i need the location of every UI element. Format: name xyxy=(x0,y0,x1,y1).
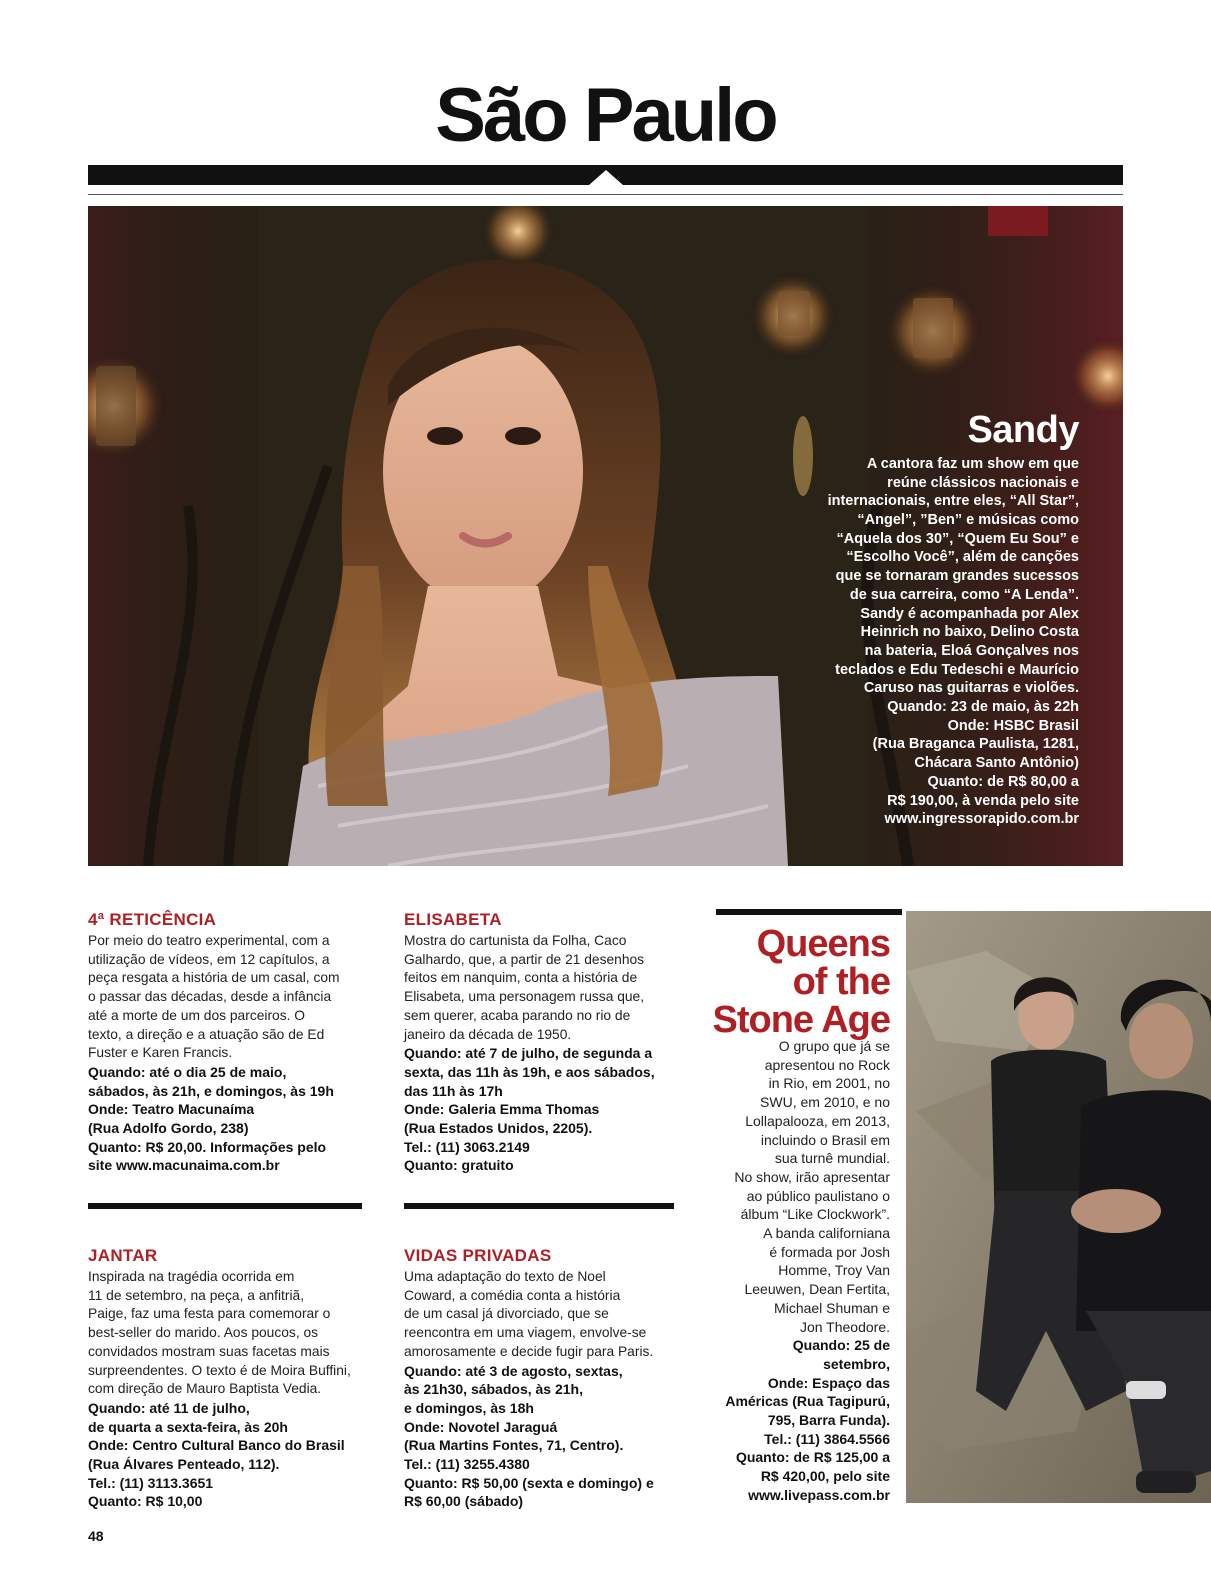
info-line: Quando: até o dia 25 de maio, xyxy=(88,1063,287,1080)
info-line: Onde: Centro Cultural Banco do Brasil xyxy=(88,1437,345,1454)
info-line: R$ 420,00, pelo site xyxy=(760,1468,890,1485)
band-photo-illustration xyxy=(906,911,1211,1503)
info-line: Américas (Rua Tagipurú, xyxy=(725,1393,890,1410)
queens-title-line: Queens xyxy=(756,923,890,965)
event-info xyxy=(404,1362,674,1512)
body-line: Homme, Troy Van xyxy=(778,1262,890,1279)
feature-line: Sandy é acompanhada por Alex xyxy=(860,605,1079,622)
feature-line: (Rua Braganca Paulista, 1281, xyxy=(872,736,1079,753)
info-line: e domingos, às 18h xyxy=(404,1399,534,1416)
event-reticencia xyxy=(88,910,358,1175)
body-line: peça resgata a história de um casal, com xyxy=(88,970,340,986)
body-line: é formada por Josh xyxy=(769,1243,890,1260)
queens-info xyxy=(690,1336,890,1504)
info-line: Quando: até 7 de julho, de segunda a xyxy=(404,1045,653,1062)
feature-text xyxy=(779,455,1079,829)
feature-line: “Angel”, ”Ben” e músicas como xyxy=(857,512,1079,528)
body-line: Michael Shuman e xyxy=(774,1299,890,1316)
body-line: Inspirada na tragédia ocorrida em xyxy=(88,1269,295,1284)
info-line: (Rua Estados Unidos, 2205). xyxy=(404,1120,593,1137)
column-divider xyxy=(404,1203,674,1209)
body-line: sua turnê mundial. xyxy=(774,1150,890,1167)
body-line: Mostra do cartunista da Folha, Caco xyxy=(404,933,627,948)
info-line: Tel.: (11) 3113.3651 xyxy=(88,1474,214,1491)
queens-title-line: Stone Age xyxy=(712,999,890,1041)
event-title: VIDAS PRIVADAS xyxy=(404,1246,552,1265)
event-title: JANTAR xyxy=(88,1246,158,1265)
body-line: apresentou no Rock xyxy=(764,1056,890,1073)
info-line: (Rua Adolfo Gordo, 238) xyxy=(88,1120,249,1137)
info-line: às 21h30, sábados, às 21h, xyxy=(404,1381,583,1398)
info-line: Quanto: de R$ 125,00 a xyxy=(735,1449,890,1466)
feature-line: A cantora faz um show em que xyxy=(866,455,1079,472)
info-link[interactable]: site www.macunaima.com.br xyxy=(88,1157,280,1174)
queens-text xyxy=(690,1037,890,1505)
body-line: surpreendentes. O texto é de Moira Buffini, xyxy=(88,1362,351,1378)
info-line: sábados, às 21h, e domingos, às 19h xyxy=(88,1082,334,1099)
queens-title xyxy=(690,925,890,1039)
feature-line: “Escolho Você”, além de canções xyxy=(846,549,1079,566)
feature-line: R$ 190,00, à venda pelo site xyxy=(887,792,1079,809)
info-line: Onde: Novotel Jaraguá xyxy=(404,1418,558,1435)
info-line: de quarta a sexta-feira, às 20h xyxy=(88,1418,288,1435)
body-line: No show, irão apresentar xyxy=(734,1168,890,1185)
body-line: 11 de setembro, na peça, a anfitriã, xyxy=(88,1287,305,1303)
info-line: Tel.: (11) 3864.5566 xyxy=(764,1430,890,1447)
info-line: 795, Barra Funda). xyxy=(767,1412,890,1429)
body-line: Galhardo, que, a partir de 21 desenhos xyxy=(404,951,645,967)
info-line: (Rua Álvares Penteado, 112). xyxy=(88,1456,280,1473)
feature-line: Chácara Santo Antônio) xyxy=(914,755,1079,772)
event-info xyxy=(88,1399,358,1511)
info-link[interactable]: www.livepass.com.br xyxy=(748,1486,890,1503)
body-line: feitos em nanquim, conta a história de xyxy=(404,970,638,986)
info-line: (Rua Martins Fontes, 71, Centro). xyxy=(404,1437,624,1454)
feature-caption xyxy=(779,411,1079,829)
event-description xyxy=(404,1268,674,1362)
feature-line: teclados e Edu Tedeschi e Maurício xyxy=(835,661,1079,678)
info-line: sexta, das 11h às 19h, e aos sábados, xyxy=(404,1063,655,1080)
body-line: texto, a direção e a atuação são de Ed xyxy=(88,1026,325,1042)
body-line: best-seller do marido. Aos poucos, os xyxy=(88,1325,319,1341)
feature-line: Heinrich no baixo, Delino Costa xyxy=(860,624,1079,641)
feature-line: de sua carreira, como “A Lenda”. xyxy=(849,586,1079,603)
info-line: Quanto: R$ 10,00 xyxy=(88,1493,203,1510)
info-line: das 11h às 17h xyxy=(404,1082,503,1099)
body-line: Coward, a comédia conta a história xyxy=(404,1287,621,1303)
event-vidas-privadas xyxy=(404,1246,674,1511)
feature-line: que se tornaram grandes sucessos xyxy=(835,568,1079,585)
body-line: Fuster e Karen Francis. xyxy=(88,1045,233,1061)
feature-line: reúne clássicos nacionais e xyxy=(887,474,1079,491)
info-line: R$ 60,00 (sábado) xyxy=(404,1493,524,1510)
body-line: janeiro da década de 1950. xyxy=(404,1026,572,1042)
feature-line: “Aquela dos 30”, “Quem Eu Sou” e xyxy=(836,530,1079,547)
body-line: in Rio, em 2001, no xyxy=(768,1075,890,1092)
body-line: utilização de vídeos, em 12 capítulos, a xyxy=(88,951,330,967)
body-line: convidados mostram suas facetas mais xyxy=(88,1343,330,1359)
body-line: ao público paulistano o xyxy=(746,1187,890,1204)
info-line: Quando: até 11 de julho, xyxy=(88,1399,250,1416)
body-line: de um casal já divorciado, que se xyxy=(404,1306,609,1322)
event-elisabeta xyxy=(404,910,674,1175)
body-line: até a morte de um dos parceiros. O xyxy=(88,1007,306,1023)
body-line: o passar das décadas, desde a infância xyxy=(88,989,332,1005)
feature-link[interactable]: www.ingressorapido.com.br xyxy=(884,811,1079,828)
info-line: Quanto: R$ 20,00. Informações pelo xyxy=(88,1138,327,1155)
body-line: Elisabeta, uma personagem russa que, xyxy=(404,989,645,1005)
feature-line: na bateria, Eloá Gonçalves nos xyxy=(864,642,1079,659)
body-line: sem querer, acaba parando no rio de xyxy=(404,1007,631,1023)
title-notch xyxy=(589,170,623,185)
info-line: Tel.: (11) 3063.2149 xyxy=(404,1138,530,1155)
body-line: O grupo que já se xyxy=(778,1038,890,1054)
info-line: Tel.: (11) 3255.4380 xyxy=(404,1456,530,1473)
column-divider xyxy=(88,1203,362,1209)
body-line: Por meio do teatro experimental, com a xyxy=(88,933,330,948)
info-line: Onde: Espaço das xyxy=(767,1374,890,1391)
body-line: reencontra em uma viagem, envolve-se xyxy=(404,1325,647,1341)
feature-line: Quanto: de R$ 80,00 a xyxy=(927,773,1079,790)
page-number: 48 xyxy=(88,1528,104,1544)
body-line: amorosamente e decide fugir para Paris. xyxy=(404,1343,654,1359)
info-line: Onde: Galeria Emma Thomas xyxy=(404,1101,600,1118)
event-title: ELISABETA xyxy=(404,910,502,929)
feature-line: Onde: HSBC Brasil xyxy=(947,717,1079,734)
body-line: A banda californiana xyxy=(763,1225,890,1242)
body-line: Jon Theodore. xyxy=(799,1318,890,1335)
feature-title: Sandy xyxy=(967,409,1079,451)
feature-photo xyxy=(88,206,1123,866)
event-jantar xyxy=(88,1246,358,1511)
event-title: 4ª RETICÊNCIA xyxy=(88,910,217,929)
body-line: Paige, faz uma festa para comemorar o xyxy=(88,1306,331,1322)
info-line: Onde: Teatro Macunaíma xyxy=(88,1101,255,1118)
event-description xyxy=(88,1268,358,1399)
info-line: Quanto: gratuito xyxy=(404,1157,514,1174)
body-line: incluindo o Brasil em xyxy=(760,1131,890,1148)
feature-line: Quando: 23 de maio, às 22h xyxy=(887,699,1079,716)
body-line: com direção de Mauro Baptista Vedia. xyxy=(88,1381,322,1397)
body-line: álbum “Like Clockwork”. xyxy=(740,1206,890,1223)
feature-line: internacionais, entre eles, “All Star”, xyxy=(827,493,1079,510)
event-description xyxy=(404,932,674,1044)
page-title: São Paulo xyxy=(435,73,776,158)
info-line: Quando: 25 de xyxy=(792,1337,890,1354)
title-thin-rule xyxy=(88,194,1123,195)
queens-rule xyxy=(716,909,902,915)
event-info xyxy=(88,1063,358,1175)
event-info xyxy=(404,1044,674,1175)
info-line: Quanto: R$ 50,00 (sexta e domingo) e xyxy=(404,1474,654,1491)
info-line: setembro, xyxy=(823,1355,890,1372)
queens-title-line: of the xyxy=(792,961,890,1003)
info-line: Quando: até 3 de agosto, sextas, xyxy=(404,1362,623,1379)
body-line: SWU, em 2010, e no xyxy=(760,1094,890,1111)
feature-line: Caruso nas guitarras e violões. xyxy=(863,680,1079,697)
body-line: Lollapalooza, em 2013, xyxy=(745,1112,890,1129)
event-description xyxy=(88,932,358,1063)
body-line: Leeuwen, Dean Fertita, xyxy=(744,1281,890,1298)
body-line: Uma adaptação do texto de Noel xyxy=(404,1269,606,1284)
band-photo xyxy=(906,911,1211,1503)
